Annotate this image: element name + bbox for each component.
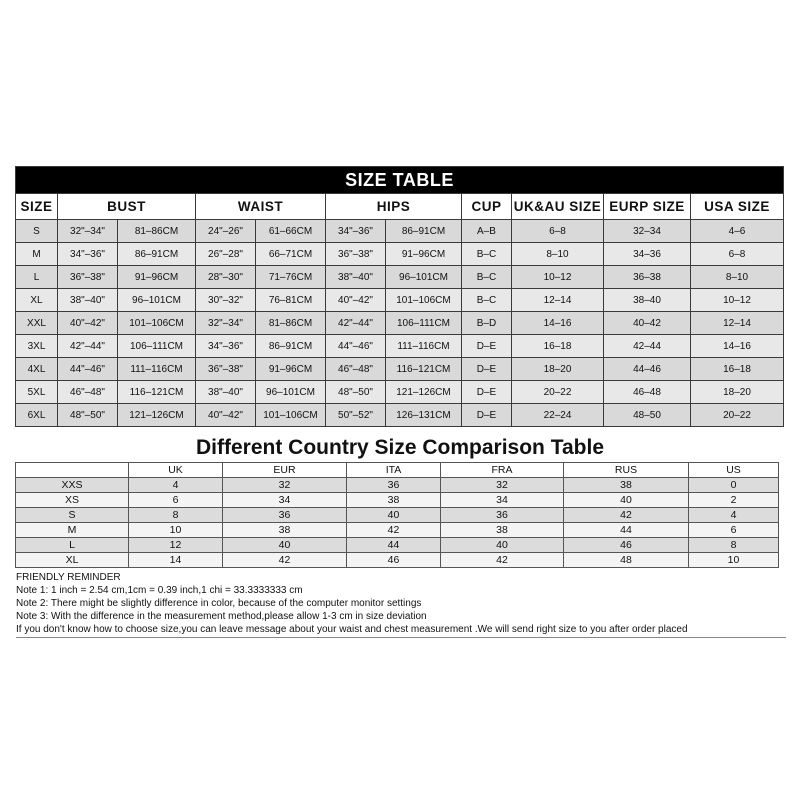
size-table-row	[16, 404, 784, 427]
waist-cm-cell: 101–106CM	[256, 404, 326, 427]
comparison-value-cell: 46	[564, 538, 689, 553]
hips-inch-cell: 46"–48"	[326, 358, 386, 381]
bust-inch-cell: 44"–46"	[58, 358, 118, 381]
bust-cm-cell: 86–91CM	[118, 243, 196, 266]
comparison-value-cell: 12	[129, 538, 223, 553]
comparison-size-label: XS	[16, 493, 129, 508]
comparison-size-label: XL	[16, 553, 129, 568]
bust-cm-cell: 121–126CM	[118, 404, 196, 427]
comparison-value-cell: 8	[129, 508, 223, 523]
eurp-size-cell: 42–44	[604, 335, 691, 358]
size-cell: L	[16, 266, 58, 289]
usa-size-cell: 18–20	[691, 381, 784, 404]
header-usa-size: USA SIZE	[691, 194, 784, 220]
bust-inch-cell: 36"–38"	[58, 266, 118, 289]
header-eurp-size: EURP SIZE	[604, 194, 691, 220]
hips-inch-cell: 36"–38"	[326, 243, 386, 266]
comparison-value-cell: 38	[223, 523, 347, 538]
comparison-title: Different Country Size Comparison Table	[196, 436, 604, 459]
comparison-value-cell: 40	[564, 493, 689, 508]
uk-au-size-cell: 18–20	[512, 358, 604, 381]
bust-inch-cell: 48"–50"	[58, 404, 118, 427]
comparison-table	[15, 462, 779, 568]
comparison-row	[16, 538, 779, 553]
header-size: SIZE	[16, 194, 58, 220]
waist-inch-cell: 32"–34"	[196, 312, 256, 335]
waist-inch-cell: 34"–36"	[196, 335, 256, 358]
comparison-value-cell: 38	[564, 478, 689, 493]
bust-inch-cell: 46"–48"	[58, 381, 118, 404]
usa-size-cell: 4–6	[691, 220, 784, 243]
bust-cm-cell: 111–116CM	[118, 358, 196, 381]
waist-inch-cell: 26"–28"	[196, 243, 256, 266]
header-cup: CUP	[462, 194, 512, 220]
comparison-value-cell: 34	[441, 493, 564, 508]
comparison-header-cell: EUR	[223, 463, 347, 478]
bust-cm-cell: 96–101CM	[118, 289, 196, 312]
cup-cell: B–C	[462, 266, 512, 289]
comparison-value-cell: 40	[441, 538, 564, 553]
friendly-reminder: FRIENDLY REMINDER	[16, 572, 121, 583]
cup-cell: B–D	[462, 312, 512, 335]
comparison-value-cell: 36	[223, 508, 347, 523]
size-advice: If you don't know how to choose size,you can leave message about your waist and chest measurement .We will send right size to you after order placed	[16, 623, 786, 638]
hips-inch-cell: 34"–36"	[326, 220, 386, 243]
uk-au-size-cell: 8–10	[512, 243, 604, 266]
comparison-value-cell: 42	[347, 523, 441, 538]
waist-cm-cell: 76–81CM	[256, 289, 326, 312]
bust-inch-cell: 34"–36"	[58, 243, 118, 266]
uk-au-size-cell: 20–22	[512, 381, 604, 404]
cup-cell: A–B	[462, 220, 512, 243]
waist-cm-cell: 66–71CM	[256, 243, 326, 266]
size-table-row	[16, 381, 784, 404]
bust-cm-cell: 81–86CM	[118, 220, 196, 243]
size-cell: XL	[16, 289, 58, 312]
uk-au-size-cell: 14–16	[512, 312, 604, 335]
comparison-row	[16, 553, 779, 568]
usa-size-cell: 10–12	[691, 289, 784, 312]
waist-inch-cell: 24"–26"	[196, 220, 256, 243]
size-cell: 4XL	[16, 358, 58, 381]
size-table-row	[16, 358, 784, 381]
hips-cm-cell: 121–126CM	[386, 381, 462, 404]
comparison-row	[16, 508, 779, 523]
waist-cm-cell: 86–91CM	[256, 335, 326, 358]
bust-inch-cell: 32"–34"	[58, 220, 118, 243]
cup-cell: D–E	[462, 381, 512, 404]
comparison-value-cell: 46	[347, 553, 441, 568]
hips-cm-cell: 101–106CM	[386, 289, 462, 312]
comparison-header-cell: RUS	[564, 463, 689, 478]
note-3: Note 3: With the difference in the measurement method,please allow 1-3 cm in size deviation	[16, 611, 427, 622]
header-uk-au-size: UK&AU SIZE	[512, 194, 604, 220]
uk-au-size-cell: 12–14	[512, 289, 604, 312]
eurp-size-cell: 40–42	[604, 312, 691, 335]
comparison-value-cell: 44	[347, 538, 441, 553]
comparison-value-cell: 10	[689, 553, 779, 568]
usa-size-cell: 8–10	[691, 266, 784, 289]
size-cell: 3XL	[16, 335, 58, 358]
cup-cell: D–E	[462, 335, 512, 358]
comparison-value-cell: 38	[347, 493, 441, 508]
hips-cm-cell: 126–131CM	[386, 404, 462, 427]
comparison-value-cell: 32	[223, 478, 347, 493]
comparison-size-label: L	[16, 538, 129, 553]
waist-cm-cell: 96–101CM	[256, 381, 326, 404]
hips-cm-cell: 106–111CM	[386, 312, 462, 335]
hips-cm-cell: 86–91CM	[386, 220, 462, 243]
waist-cm-cell: 81–86CM	[256, 312, 326, 335]
hips-inch-cell: 48"–50"	[326, 381, 386, 404]
comparison-value-cell: 44	[564, 523, 689, 538]
usa-size-cell: 6–8	[691, 243, 784, 266]
hips-inch-cell: 50"–52"	[326, 404, 386, 427]
eurp-size-cell: 38–40	[604, 289, 691, 312]
size-table-title: SIZE TABLE	[16, 167, 784, 194]
comparison-header-cell	[16, 463, 129, 478]
waist-inch-cell: 40"–42"	[196, 404, 256, 427]
header-waist: WAIST	[196, 194, 326, 220]
cup-cell: D–E	[462, 358, 512, 381]
size-cell: S	[16, 220, 58, 243]
comparison-value-cell: 42	[223, 553, 347, 568]
eurp-size-cell: 34–36	[604, 243, 691, 266]
comparison-size-label: M	[16, 523, 129, 538]
comparison-value-cell: 38	[441, 523, 564, 538]
usa-size-cell: 14–16	[691, 335, 784, 358]
notes-section	[16, 571, 786, 638]
hips-inch-cell: 38"–40"	[326, 266, 386, 289]
waist-cm-cell: 61–66CM	[256, 220, 326, 243]
size-table-row	[16, 220, 784, 243]
size-table	[15, 166, 784, 427]
bust-cm-cell: 91–96CM	[118, 266, 196, 289]
size-cell: 5XL	[16, 381, 58, 404]
eurp-size-cell: 44–46	[604, 358, 691, 381]
size-table-row	[16, 335, 784, 358]
size-table-row	[16, 243, 784, 266]
uk-au-size-cell: 6–8	[512, 220, 604, 243]
comparison-value-cell: 6	[129, 493, 223, 508]
bust-inch-cell: 38"–40"	[58, 289, 118, 312]
bust-cm-cell: 101–106CM	[118, 312, 196, 335]
eurp-size-cell: 48–50	[604, 404, 691, 427]
hips-inch-cell: 42"–44"	[326, 312, 386, 335]
note-1: Note 1: 1 inch = 2.54 cm,1cm = 0.39 inch,1 chi = 33.3333333 cm	[16, 585, 303, 596]
bust-inch-cell: 42"–44"	[58, 335, 118, 358]
comparison-value-cell: 48	[564, 553, 689, 568]
comparison-value-cell: 4	[689, 508, 779, 523]
hips-inch-cell: 44"–46"	[326, 335, 386, 358]
eurp-size-cell: 32–34	[604, 220, 691, 243]
comparison-value-cell: 34	[223, 493, 347, 508]
comparison-header-cell: US	[689, 463, 779, 478]
comparison-header-cell: ITA	[347, 463, 441, 478]
comparison-size-label: XXS	[16, 478, 129, 493]
waist-inch-cell: 36"–38"	[196, 358, 256, 381]
hips-cm-cell: 116–121CM	[386, 358, 462, 381]
comparison-size-label: S	[16, 508, 129, 523]
comparison-value-cell: 32	[441, 478, 564, 493]
bust-inch-cell: 40"–42"	[58, 312, 118, 335]
header-bust: BUST	[58, 194, 196, 220]
comparison-header-cell: FRA	[441, 463, 564, 478]
comparison-value-cell: 40	[223, 538, 347, 553]
usa-size-cell: 20–22	[691, 404, 784, 427]
comparison-row	[16, 478, 779, 493]
note-2: Note 2: There might be slightly difference in color, because of the computer monitor settings	[16, 598, 422, 609]
uk-au-size-cell: 16–18	[512, 335, 604, 358]
size-table-row	[16, 266, 784, 289]
hips-cm-cell: 111–116CM	[386, 335, 462, 358]
comparison-value-cell: 40	[347, 508, 441, 523]
usa-size-cell: 12–14	[691, 312, 784, 335]
size-cell: 6XL	[16, 404, 58, 427]
usa-size-cell: 16–18	[691, 358, 784, 381]
size-cell: M	[16, 243, 58, 266]
size-table-row	[16, 312, 784, 335]
hips-cm-cell: 96–101CM	[386, 266, 462, 289]
size-table-row	[16, 289, 784, 312]
waist-inch-cell: 30"–32"	[196, 289, 256, 312]
header-hips: HIPS	[326, 194, 462, 220]
size-cell: XXL	[16, 312, 58, 335]
comparison-value-cell: 42	[441, 553, 564, 568]
comparison-value-cell: 2	[689, 493, 779, 508]
comparison-value-cell: 8	[689, 538, 779, 553]
waist-inch-cell: 28"–30"	[196, 266, 256, 289]
comparison-value-cell: 42	[564, 508, 689, 523]
hips-cm-cell: 91–96CM	[386, 243, 462, 266]
comparison-value-cell: 0	[689, 478, 779, 493]
bust-cm-cell: 106–111CM	[118, 335, 196, 358]
comparison-header-cell: UK	[129, 463, 223, 478]
cup-cell: B–C	[462, 243, 512, 266]
waist-inch-cell: 38"–40"	[196, 381, 256, 404]
eurp-size-cell: 36–38	[604, 266, 691, 289]
comparison-value-cell: 4	[129, 478, 223, 493]
uk-au-size-cell: 10–12	[512, 266, 604, 289]
hips-inch-cell: 40"–42"	[326, 289, 386, 312]
comparison-row	[16, 493, 779, 508]
comparison-value-cell: 6	[689, 523, 779, 538]
comparison-row	[16, 523, 779, 538]
cup-cell: B–C	[462, 289, 512, 312]
waist-cm-cell: 71–76CM	[256, 266, 326, 289]
eurp-size-cell: 46–48	[604, 381, 691, 404]
comparison-value-cell: 14	[129, 553, 223, 568]
comparison-value-cell: 36	[441, 508, 564, 523]
waist-cm-cell: 91–96CM	[256, 358, 326, 381]
bust-cm-cell: 116–121CM	[118, 381, 196, 404]
comparison-value-cell: 10	[129, 523, 223, 538]
comparison-value-cell: 36	[347, 478, 441, 493]
cup-cell: D–E	[462, 404, 512, 427]
uk-au-size-cell: 22–24	[512, 404, 604, 427]
